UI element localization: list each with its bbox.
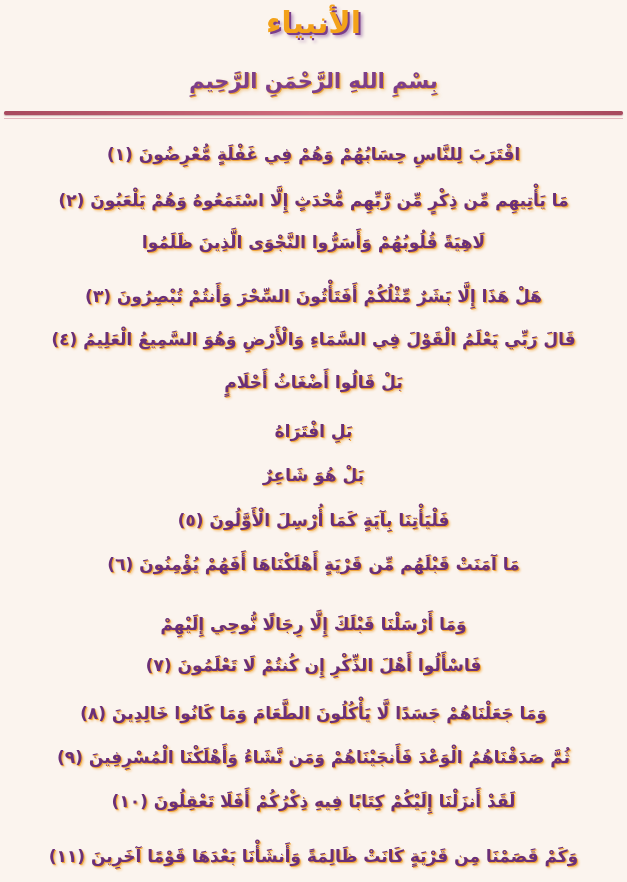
verse-line: فَاسْأَلُوا أَهْلَ الذِّكْرِ إِن كُنتُمْ لَا تَعْلَمُونَ (٧): [145, 656, 482, 676]
verse-line: لَاهِيَةً قُلُوبُهُمْ وَأَسَرُّوا النَّجْوَى الَّذِينَ ظَلَمُوا: [141, 233, 486, 253]
surah-title: الأنبياء: [266, 6, 361, 41]
verse-line: اقْتَرَبَ لِلنَّاسِ حِسَابُهُمْ وَهُمْ فِي غَفْلَةٍ مُّعْرِضُونَ (١): [106, 145, 521, 165]
verse-line: بَلْ هُوَ شَاعِرٌ: [262, 466, 365, 486]
verse-line: مَا آمَنَتْ قَبْلَهُم مِّن قَرْيَةٍ أَهْلَكْنَاهَا أَفَهُمْ يُؤْمِنُونَ (٦): [107, 555, 520, 575]
verse-line: قَالَ رَبِّي يَعْلَمُ الْقَوْلَ فِي السَّمَاءِ وَالْأَرْضِ وَهُوَ السَّمِيعُ الْعَلِيمُ (٤): [51, 330, 576, 350]
verse-line: وَمَا جَعَلْنَاهُمْ جَسَدًا لَّا يَأْكُلُونَ الطَّعَامَ وَمَا كَانُوا خَالِدِينَ (٨): [80, 704, 547, 724]
verse-line: فَلْيَأْتِنَا بِآيَةٍ كَمَا أُرْسِلَ الْأَوَّلُونَ (٥): [177, 511, 450, 531]
divider-line: [4, 111, 623, 115]
verse-line: وَكَمْ قَصَمْنَا مِن قَرْيَةٍ كَانَتْ ظَالِمَةً وَأَنشَأْنَا بَعْدَهَا قَوْمًا آخَرِينَ (١١): [48, 847, 579, 867]
verse-line: وَمَا أَرْسَلْنَا قَبْلَكَ إِلَّا رِجَالًا نُّوحِي إِلَيْهِمْ: [160, 615, 467, 635]
verse-line: ثُمَّ صَدَقْنَاهُمُ الْوَعْدَ فَأَنجَيْنَاهُمْ وَمَن نَّشَاءُ وَأَهْلَكْنَا الْمُسْرِفِينَ (٩): [57, 748, 570, 768]
divider-line-thin: [4, 118, 623, 119]
verse-line: مَا يَأْتِيهِم مِّن ذِكْرٍ مِّن رَّبِّهِم مُّحْدَثٍ إِلَّا اسْتَمَعُوهُ وَهُمْ يَلْعَبُونَ (٢): [58, 191, 569, 211]
verse-line: لَقَدْ أَنزَلْنَا إِلَيْكُمْ كِتَابًا فِيهِ ذِكْرُكُمْ أَفَلَا تَعْقِلُونَ (١٠): [111, 792, 516, 812]
verse-line: بَلْ قَالُوا أَضْغَاثُ أَحْلَامٍ: [224, 373, 403, 393]
verse-line: هَلْ هَذَا إِلَّا بَشَرٌ مِّثْلُكُمْ أَفَتَأْتُونَ السِّحْرَ وَأَنتُمْ تُبْصِرُونَ (٣): [85, 287, 542, 307]
basmala: بِسْمِ اللهِ الرَّحْمَنِ الرَّحِيمِ: [189, 69, 438, 93]
verse-line: بَلِ افْتَرَاهُ: [274, 422, 353, 442]
